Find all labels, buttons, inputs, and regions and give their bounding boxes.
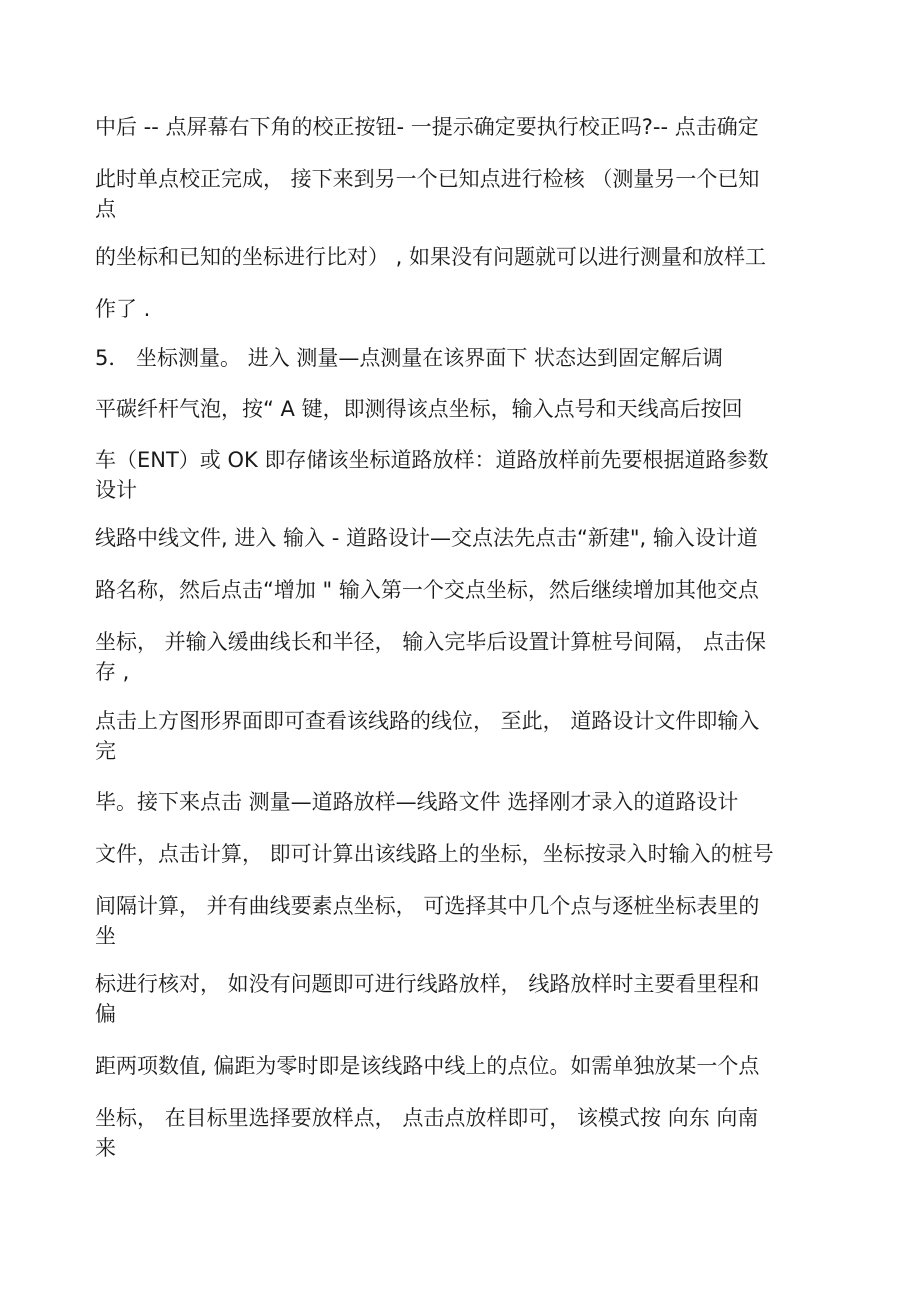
text-line: 车（ENT）或 OK 即存储该坐标道路放样：道路放样前先要根据道路参数 <box>95 448 769 472</box>
text-line: 标进行核对， 如没有问题即可进行线路放样， 线路放样时主要看里程和 <box>95 972 760 996</box>
text-line-wrap: 点 <box>95 197 116 221</box>
text-line: 作了 . <box>95 297 151 321</box>
text-line-wrap: 设计 <box>95 478 137 502</box>
text-line-wrap: 来 <box>95 1136 116 1160</box>
text-line: 毕。接下来点击 测量—道路放样—线路文件 选择刚才录入的道路设计 <box>95 790 739 814</box>
text-line-wrap: 完 <box>95 739 116 763</box>
text-line: 此时单点校正完成， 接下来到另一个已知点进行检核 （测量另一个已知 <box>95 167 760 191</box>
text-line: 间隔计算， 并有曲线要素点坐标， 可选择其中几个点与逐桩坐标表里的 <box>95 894 760 918</box>
text-line: 点击上方图形界面即可查看该线路的线位， 至此， 道路设计文件即输入 <box>95 709 760 733</box>
text-line: 坐标， 并输入缓曲线长和半径， 输入完毕后设置计算桩号间隔， 点击保 <box>95 630 767 654</box>
text-line: 线路中线文件, 进入 输入 - 道路设计—交点法先点击“新建", 输入设计道 <box>95 526 758 550</box>
text-line-wrap: 存 , <box>95 660 130 684</box>
text-line: 5． 坐标测量。 进入 测量—点测量在该界面下 状态达到固定解后调 <box>95 346 724 370</box>
text-line: 中后 -- 点屏幕右下角的校正按钮- 一提示确定要执行校正吗?-- 点击确定 <box>95 115 759 139</box>
text-line: 平碳纤杆气泡，按“ A 键，即测得该点坐标，输入点号和天线高后按回 <box>95 397 743 421</box>
text-line: 文件，点击计算， 即可计算出该线路上的坐标，坐标按录入时输入的桩号 <box>95 842 774 866</box>
text-line-wrap: 坐 <box>95 924 116 948</box>
text-line: 坐标， 在目标里选择要放样点， 点击点放样即可， 该模式按 向东 向南 <box>95 1106 759 1130</box>
text-line-wrap: 偏 <box>95 1002 116 1026</box>
text-line: 的坐标和已知的坐标进行比对） , 如果没有问题就可以进行测量和放样工 <box>95 245 767 269</box>
text-line: 距两项数值, 偏距为零时即是该线路中线上的点位。如需单独放某一个点 <box>95 1054 760 1078</box>
text-line: 路名称，然后点击“增加 " 输入第一个交点坐标，然后继续增加其他交点 <box>95 578 759 602</box>
